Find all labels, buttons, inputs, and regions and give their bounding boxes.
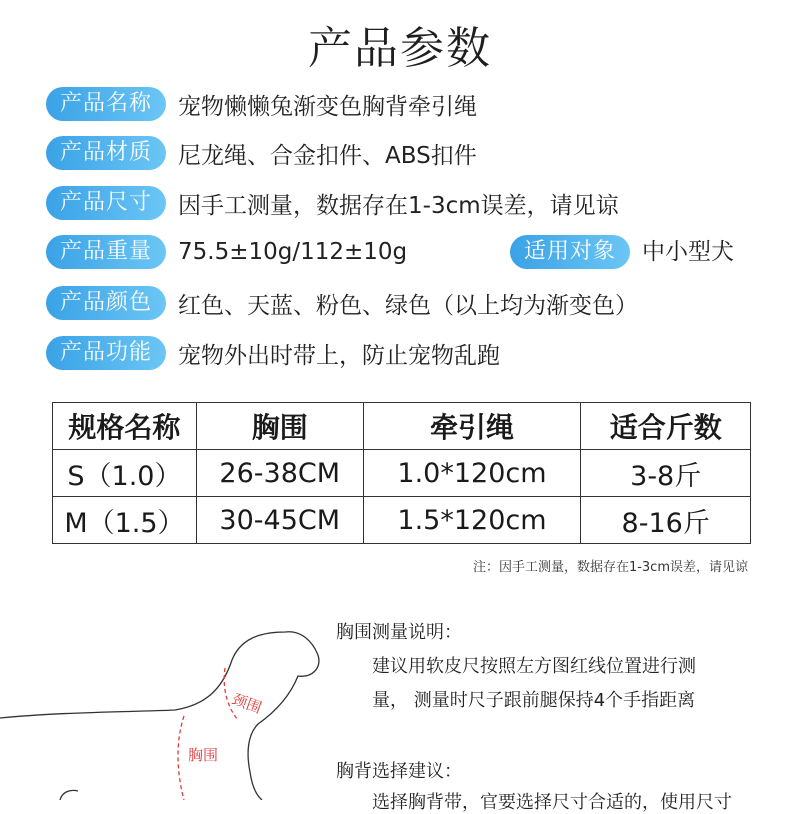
dog-outline xyxy=(0,632,319,800)
table-header: 胸围 xyxy=(196,403,363,450)
param-value: 宠物外出时带上，防止宠物乱跑 xyxy=(178,342,501,369)
param-row-color xyxy=(46,286,638,320)
table-header: 牵引绳 xyxy=(363,403,581,450)
param-value: 红色、天蓝、粉色、绿色（以上均为渐变色） xyxy=(178,292,639,319)
chest-measure-line xyxy=(178,716,184,800)
param-value: 75.5±10g/112±10g xyxy=(178,239,408,265)
param-row-weight xyxy=(46,235,407,269)
table-cell: 3-8斤 xyxy=(581,450,751,497)
table-header: 适合斤数 xyxy=(581,403,751,450)
measure-line-1: 建议用软皮尺按照左方图红线位置进行测 xyxy=(372,656,696,677)
page-title: 产品参数 xyxy=(308,23,492,74)
param-label: 产品名称 xyxy=(46,87,166,121)
table-cell: 1.0*120cm xyxy=(363,450,581,497)
measure-title: 胸围测量说明： xyxy=(336,622,462,643)
choose-line-1: 选择胸背带，官要选择尺寸合适的，使用尺寸 xyxy=(372,792,732,813)
param-row-name xyxy=(46,87,477,121)
param-label: 产品尺寸 xyxy=(46,186,166,220)
param-row-material xyxy=(46,136,477,170)
param-value: 因手工测量，数据存在1-3cm误差，请见谅 xyxy=(178,192,619,219)
dog-measurement-diagram xyxy=(0,600,330,800)
param-row-function xyxy=(46,336,500,370)
table-row xyxy=(53,450,751,497)
target-value: 中小型犬 xyxy=(642,239,734,265)
param-label: 产品功能 xyxy=(46,336,166,370)
table-header: 规格名称 xyxy=(53,403,197,450)
chest-label: 胸围 xyxy=(188,746,219,764)
table-cell: 30-45CM xyxy=(196,497,363,544)
target-label: 适用对象 xyxy=(510,235,630,269)
choose-title: 胸背选择建议： xyxy=(336,761,462,782)
neck-label: 颈围 xyxy=(229,689,264,718)
table-cell: 1.5*120cm xyxy=(363,497,581,544)
table-row xyxy=(53,497,751,544)
table-note: 注：因手工测量，数据存在1-3cm误差，请见谅 xyxy=(472,560,748,575)
table-header-row xyxy=(53,403,751,450)
dog-leg-outline xyxy=(60,790,78,800)
table-cell: 8-16斤 xyxy=(581,497,751,544)
measure-line-2: 量， 测量时尺子跟前腿保持4个手指距离 xyxy=(372,690,696,711)
param-value: 尼龙绳、合金扣件、ABS扣件 xyxy=(178,142,477,169)
table-cell: S（1.0） xyxy=(53,450,197,497)
param-value: 宠物懒懒兔渐变色胸背牵引绳 xyxy=(178,93,478,120)
param-label: 产品重量 xyxy=(46,235,166,269)
param-label: 产品颜色 xyxy=(46,286,166,320)
table-cell: M（1.5） xyxy=(53,497,197,544)
spec-table xyxy=(52,402,751,544)
table-cell: 26-38CM xyxy=(196,450,363,497)
param-label: 产品材质 xyxy=(46,136,166,170)
param-row-size xyxy=(46,186,619,220)
